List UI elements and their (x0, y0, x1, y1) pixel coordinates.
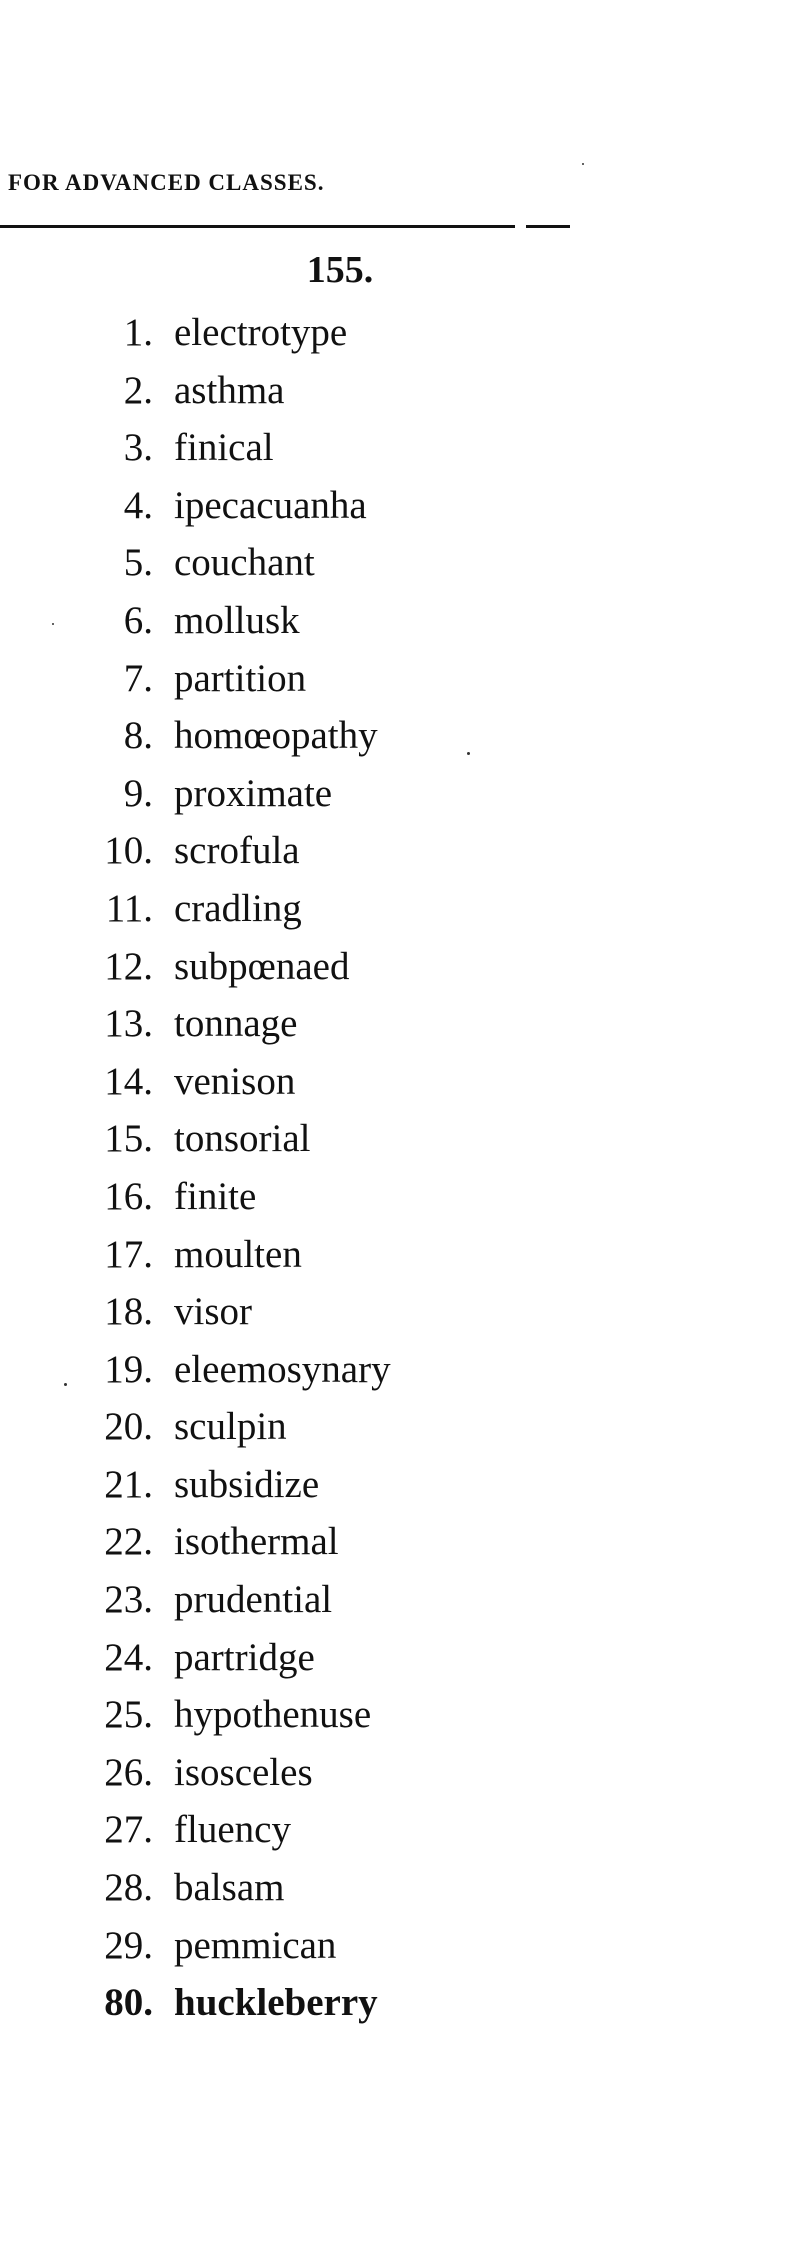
list-item (0, 1059, 809, 1117)
item-number: 26. (104, 1750, 153, 1794)
spelling-word: isosceles (174, 1750, 313, 1794)
list-item (0, 1232, 809, 1290)
print-speck (582, 163, 584, 165)
spelling-word: balsam (174, 1866, 285, 1910)
list-item (0, 368, 809, 426)
spelling-word: visor (174, 1290, 252, 1334)
spelling-word: subsidize (174, 1462, 320, 1506)
spelling-word: sculpin (174, 1405, 287, 1449)
spelling-word: tonnage (174, 1002, 298, 1046)
spelling-word: couchant (174, 541, 315, 585)
spelling-word: venison (174, 1059, 296, 1103)
list-item (0, 1001, 809, 1059)
item-number: 17. (104, 1232, 153, 1276)
item-number: 6. (123, 598, 153, 642)
spelling-word: finical (174, 426, 274, 470)
spelling-word: scrofula (174, 829, 300, 873)
spelling-word: cradling (174, 886, 302, 930)
list-item (0, 656, 809, 714)
spelling-word: hypothenuse (174, 1693, 372, 1737)
item-number: 13. (104, 1002, 153, 1046)
list-item (0, 483, 809, 541)
list-item (0, 1519, 809, 1577)
spelling-word: prudential (174, 1578, 333, 1622)
header-rule-end (526, 225, 570, 228)
spelling-word: isothermal (174, 1520, 339, 1564)
item-number: 28. (104, 1866, 153, 1910)
spelling-word: partition (174, 656, 307, 700)
item-number: 18. (104, 1290, 153, 1334)
list-item (0, 1692, 809, 1750)
list-item (0, 1462, 809, 1520)
list-item (0, 310, 809, 368)
print-speck (52, 623, 54, 625)
spelling-word: pemmican (174, 1923, 337, 1967)
spelling-word: mollusk (174, 598, 300, 642)
item-number: 16. (104, 1174, 153, 1218)
item-number: 8. (123, 714, 153, 758)
item-number: 19. (104, 1347, 153, 1391)
list-item (0, 1404, 809, 1462)
spelling-word: homœopathy (174, 714, 378, 758)
item-number: 29. (104, 1923, 153, 1967)
list-item (0, 1347, 809, 1405)
spelling-word: subpœnaed (174, 944, 350, 988)
item-number: 20. (104, 1405, 153, 1449)
spelling-word: moulten (174, 1232, 302, 1276)
item-number: 24. (104, 1635, 153, 1679)
running-head: FOR ADVANCED CLASSES. (8, 170, 325, 195)
spelling-word: ipecacuanha (174, 483, 367, 527)
spelling-word: asthma (174, 368, 285, 412)
spelling-word: finite (174, 1174, 257, 1218)
list-item (0, 425, 809, 483)
list-item (0, 1750, 809, 1808)
word-list (0, 310, 809, 2038)
list-item (0, 1116, 809, 1174)
item-number: 25. (104, 1693, 153, 1737)
list-item (0, 1807, 809, 1865)
list-item (0, 944, 809, 1002)
item-number: 4. (123, 483, 153, 527)
item-number: 5. (123, 541, 153, 585)
spelling-word: huckleberry (174, 1981, 378, 2025)
item-number: 12. (104, 944, 153, 988)
item-number: 10. (104, 829, 153, 873)
list-item (0, 771, 809, 829)
item-number: 22. (104, 1520, 153, 1564)
spelling-word: fluency (174, 1808, 291, 1852)
item-number: 11. (105, 886, 153, 930)
item-number: 1. (123, 311, 153, 354)
list-item (0, 1289, 809, 1347)
list-item (0, 713, 809, 771)
item-number: 23. (104, 1578, 153, 1622)
item-number: 7. (123, 656, 153, 700)
item-number: 3. (123, 426, 153, 470)
item-number: 9. (123, 771, 153, 815)
list-item (0, 1635, 809, 1693)
list-item (0, 886, 809, 944)
spelling-word: eleemosynary (174, 1347, 391, 1391)
print-speck (467, 752, 470, 755)
list-item (0, 1865, 809, 1923)
list-item (0, 1980, 809, 2038)
item-number: 15. (104, 1117, 153, 1161)
list-item (0, 540, 809, 598)
print-speck (64, 1383, 67, 1386)
list-item (0, 1577, 809, 1635)
list-item (0, 1923, 809, 1981)
item-number: 2. (123, 368, 153, 412)
list-item (0, 598, 809, 656)
item-number: 21. (104, 1462, 153, 1506)
list-item (0, 1174, 809, 1232)
list-item (0, 828, 809, 886)
header-rule (0, 225, 515, 228)
spelling-word: tonsorial (174, 1117, 311, 1161)
item-number: 27. (104, 1808, 153, 1852)
item-number: 80. (104, 1981, 153, 2025)
spelling-word: partridge (174, 1635, 315, 1679)
spelling-word: proximate (174, 771, 333, 815)
item-number: 14. (104, 1059, 153, 1103)
spelling-word: electrotype (174, 311, 348, 354)
lesson-number: 155. (306, 249, 374, 291)
